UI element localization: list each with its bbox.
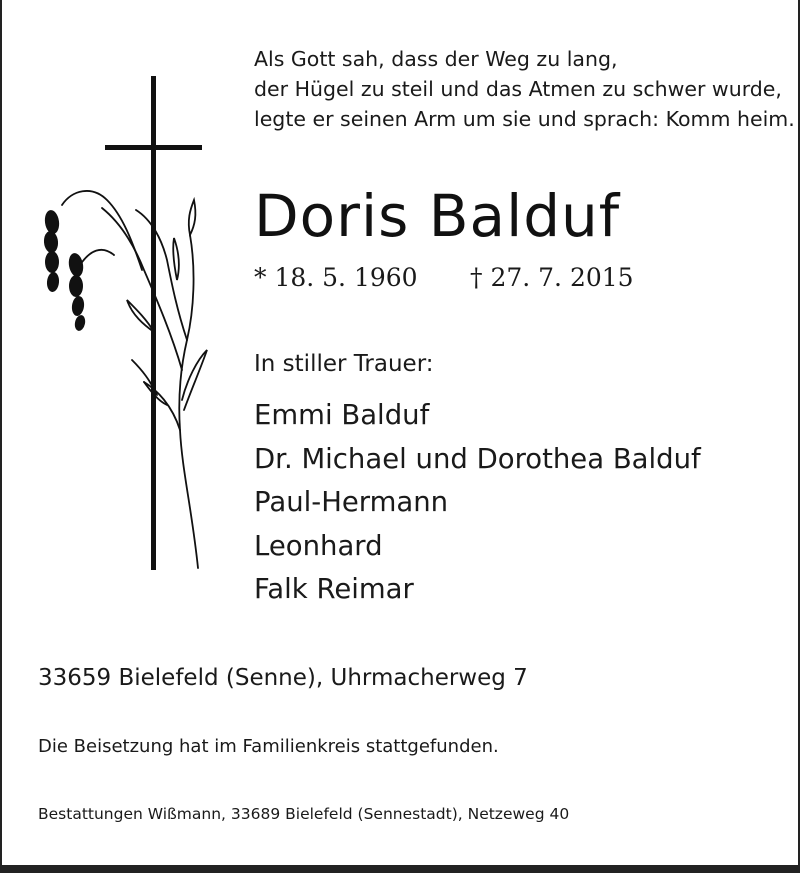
mourner-name: Emmi Balduf xyxy=(254,399,430,431)
death-date: † 27. 7. 2015 xyxy=(470,263,634,292)
deceased-name: Doris Balduf xyxy=(254,182,621,250)
mourning-intro: In stiller Trauer: xyxy=(254,351,434,377)
mourner-name: Dr. Michael und Dorothea Balduf xyxy=(254,442,701,475)
wheat-ears-icon xyxy=(43,209,86,332)
mourners-list xyxy=(254,394,701,612)
mourner-name: Falk Reimar xyxy=(254,573,414,605)
poem xyxy=(254,44,795,134)
mourner-name: Paul-Hermann xyxy=(254,486,449,518)
poem-line: der Hügel zu steil und das Atmen zu schwer wurde, xyxy=(254,77,782,101)
mourner-name: Leonhard xyxy=(254,529,383,562)
poem-line: Als Gott sah, dass der Weg zu lang, xyxy=(254,47,618,71)
family-address: 33659 Bielefeld (Senne), Uhrmacherweg 7 xyxy=(38,665,528,691)
undertaker-info: Bestattungen Wißmann, 33689 Bielefeld (Sennestadt), Netzeweg 40 xyxy=(38,805,570,823)
birth-date: * 18. 5. 1960 xyxy=(254,263,418,292)
burial-note: Die Beisetzung hat im Familienkreis stattgefunden. xyxy=(38,736,499,757)
wheat-stalks-icon xyxy=(62,191,207,568)
cross-and-wheat-illustration xyxy=(32,70,222,580)
poem-line: legte er seinen Arm um sie und sprach: Komm heim. xyxy=(254,107,795,131)
